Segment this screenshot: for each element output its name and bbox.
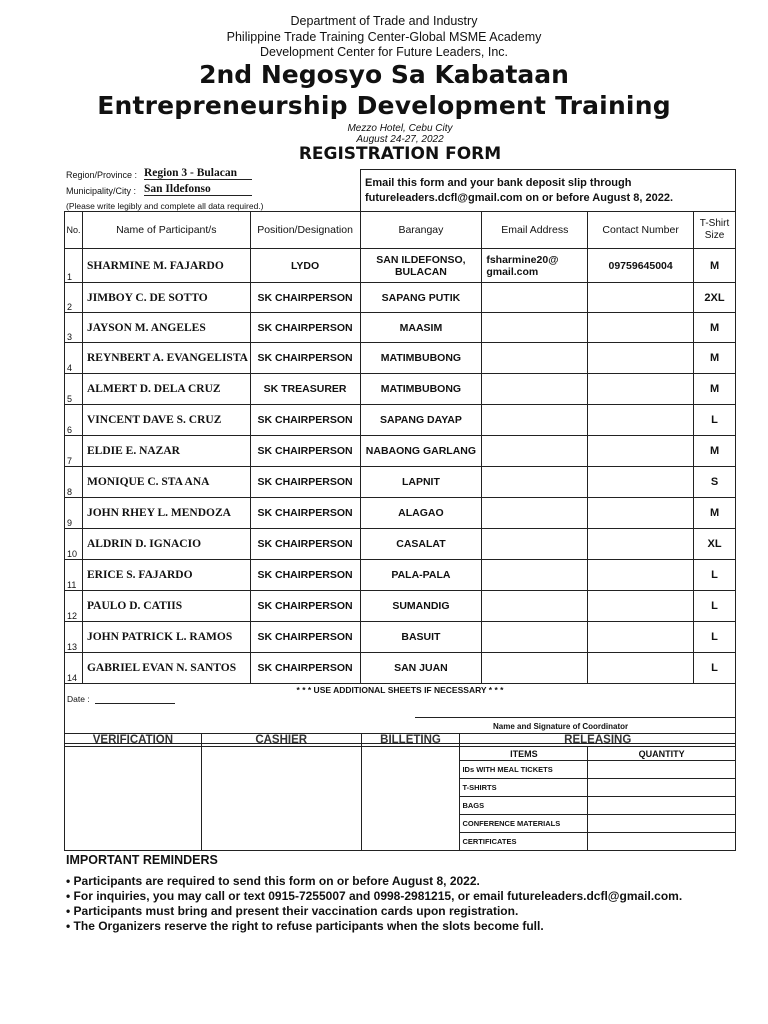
event-venue: Mezzo Hotel, Cebu City: [347, 123, 453, 134]
participant-tshirt-size[interactable]: M: [694, 374, 736, 405]
participant-tshirt-size[interactable]: L: [694, 622, 736, 653]
release-quantity-field[interactable]: [588, 833, 736, 851]
header-barangay: Barangay: [360, 212, 482, 249]
table-row: [65, 560, 736, 591]
email-instruction-box: [360, 169, 736, 212]
participant-email[interactable]: [482, 436, 588, 467]
participant-name[interactable]: ALDRIN D. IGNACIO: [82, 529, 250, 560]
participant-barangay[interactable]: ALAGAO: [360, 498, 482, 529]
signature-line[interactable]: [415, 717, 735, 718]
table-row: [65, 405, 736, 436]
row-number[interactable]: 5: [65, 374, 83, 405]
participant-name[interactable]: ERICE S. FAJARDO: [82, 560, 250, 591]
table-row: [65, 374, 736, 405]
region-label: Region/Province :: [66, 170, 138, 180]
participant-tshirt-size[interactable]: M: [694, 313, 736, 343]
table-row: [65, 653, 736, 684]
items-header: ITEMS: [460, 747, 588, 761]
participant-email[interactable]: [482, 343, 588, 374]
participant-contact[interactable]: [588, 283, 694, 313]
table-row: [65, 622, 736, 653]
row-number[interactable]: 6: [65, 405, 83, 436]
row-number[interactable]: 12: [65, 591, 83, 622]
participant-barangay[interactable]: MATIMBUBONG: [360, 374, 482, 405]
participants-rows: [65, 249, 736, 684]
city-label: Municipality/City :: [66, 186, 137, 196]
header-position: Position/Designation: [250, 212, 360, 249]
participant-barangay[interactable]: BASUIT: [360, 622, 482, 653]
reminder-item: • Participants are required to send this form on or before August 8, 2022.: [66, 874, 480, 888]
table-row: [65, 249, 736, 283]
release-item: CONFERENCE MATERIALS: [460, 815, 588, 833]
participant-contact[interactable]: [588, 436, 694, 467]
participant-contact[interactable]: [588, 498, 694, 529]
release-quantity-field[interactable]: [588, 797, 736, 815]
participant-barangay[interactable]: SAPANG DAYAP: [360, 405, 482, 436]
billeting-header: BILLETING: [361, 734, 460, 747]
participant-position[interactable]: SK CHAIRPERSON: [250, 283, 360, 313]
release-quantity-field[interactable]: [588, 761, 736, 779]
table-row: [65, 313, 736, 343]
table-row: [65, 529, 736, 560]
participant-name[interactable]: PAULO D. CATIIS: [82, 591, 250, 622]
participant-barangay[interactable]: SAN ILDEFONSO, BULACAN: [360, 249, 482, 283]
participant-position[interactable]: SK CHAIRPERSON: [250, 622, 360, 653]
participant-tshirt-size[interactable]: 2XL: [694, 283, 736, 313]
signature-label: Name and Signature of Coordinator: [493, 722, 629, 731]
participant-position[interactable]: SK CHAIRPERSON: [250, 405, 360, 436]
participant-name[interactable]: SHARMINE M. FAJARDO: [82, 249, 250, 283]
participant-position[interactable]: SK TREASURER: [250, 374, 360, 405]
reminder-item: • For inquiries, you may call or text 0915-7255007 and 0998-2981215, or email futureleaders.dcfl@gmail.com.: [66, 889, 683, 903]
table-header-row: [65, 212, 736, 249]
participant-tshirt-size[interactable]: XL: [694, 529, 736, 560]
participant-barangay[interactable]: MAASIM: [360, 313, 482, 343]
quantity-header: QUANTITY: [588, 747, 736, 761]
participant-name[interactable]: REYNBERT A. EVANGELISTA: [82, 343, 250, 374]
header-tshirt-size: T-Shirt Size: [694, 212, 736, 249]
form-title: REGISTRATION FORM: [298, 144, 502, 164]
participant-email[interactable]: [482, 591, 588, 622]
table-row: [65, 467, 736, 498]
participant-contact[interactable]: [588, 560, 694, 591]
participant-email[interactable]: [482, 560, 588, 591]
participant-email[interactable]: fsharmine20@ gmail.com: [482, 249, 588, 283]
event-title-line-2: Entrepreneurship Development Training: [97, 91, 671, 120]
participant-position[interactable]: SK CHAIRPERSON: [250, 498, 360, 529]
organization-line-2: Philippine Trade Training Center-Global MSME Academy: [226, 30, 542, 44]
participant-email[interactable]: [482, 529, 588, 560]
participant-contact[interactable]: [588, 313, 694, 343]
participant-contact[interactable]: 09759645004: [588, 249, 694, 283]
participant-position[interactable]: SK CHAIRPERSON: [250, 467, 360, 498]
additional-sheets-note: * * * USE ADDITIONAL SHEETS IF NECESSARY * * *: [296, 685, 504, 695]
row-number[interactable]: 7: [65, 436, 83, 467]
date-field[interactable]: [95, 703, 175, 704]
reminder-item: • Participants must bring and present their vaccination cards upon registration.: [66, 904, 519, 918]
event-dates: August 24-27, 2022: [356, 134, 444, 145]
participant-barangay[interactable]: SAN JUAN: [360, 653, 482, 684]
cashier-header: CASHIER: [201, 734, 361, 747]
row-number[interactable]: 3: [65, 313, 83, 343]
participant-email[interactable]: [482, 467, 588, 498]
participant-contact[interactable]: [588, 343, 694, 374]
email-instruction-line-1: Email this form and your bank deposit slip through: [365, 177, 632, 189]
participant-email[interactable]: [482, 374, 588, 405]
participant-position[interactable]: SK CHAIRPERSON: [250, 529, 360, 560]
participant-name[interactable]: JAYSON M. ANGELES: [82, 313, 250, 343]
table-row: [65, 343, 736, 374]
participant-position[interactable]: SK CHAIRPERSON: [250, 436, 360, 467]
row-number[interactable]: 13: [65, 622, 83, 653]
participant-tshirt-size[interactable]: M: [694, 249, 736, 283]
participant-contact[interactable]: [588, 622, 694, 653]
participant-tshirt-size[interactable]: L: [694, 653, 736, 684]
releasing-header: RELEASING: [460, 734, 736, 747]
participant-email[interactable]: [482, 622, 588, 653]
participant-barangay[interactable]: CASALAT: [360, 529, 482, 560]
release-item: BAGS: [460, 797, 588, 815]
row-number[interactable]: 9: [65, 498, 83, 529]
participant-barangay[interactable]: PALA-PALA: [360, 560, 482, 591]
release-quantity-field[interactable]: [588, 779, 736, 797]
header-email: Email Address: [482, 212, 588, 249]
participant-contact[interactable]: [588, 529, 694, 560]
participant-position[interactable]: SK CHAIRPERSON: [250, 343, 360, 374]
header-name: Name of Participant/s: [82, 212, 250, 249]
cashier-box[interactable]: [201, 747, 361, 851]
table-row: [65, 498, 736, 529]
release-quantity-field[interactable]: [588, 815, 736, 833]
header-contact: Contact Number: [588, 212, 694, 249]
participant-position[interactable]: SK CHAIRPERSON: [250, 313, 360, 343]
participant-email[interactable]: [482, 313, 588, 343]
participant-barangay[interactable]: LAPNIT: [360, 467, 482, 498]
participant-name[interactable]: JIMBOY C. DE SOTTO: [82, 283, 250, 313]
verification-box[interactable]: [65, 747, 202, 851]
reminder-item: • The Organizers reserve the right to refuse participants when the slots become full.: [66, 919, 544, 933]
participant-tshirt-size[interactable]: S: [694, 467, 736, 498]
participant-contact[interactable]: [588, 374, 694, 405]
participant-position[interactable]: SK CHAIRPERSON: [250, 591, 360, 622]
participant-name[interactable]: GABRIEL EVAN N. SANTOS: [82, 653, 250, 684]
participant-contact[interactable]: [588, 405, 694, 436]
table-row: [65, 436, 736, 467]
email-instruction-line-2: futureleaders.dcfl@gmail.com on or before August 8, 2022.: [365, 192, 673, 204]
participant-position[interactable]: LYDO: [250, 249, 360, 283]
participant-tshirt-size[interactable]: L: [694, 560, 736, 591]
participant-tshirt-size[interactable]: M: [694, 498, 736, 529]
release-item: IDs WITH MEAL TICKETS: [460, 761, 588, 779]
billeting-box[interactable]: [361, 747, 460, 851]
verification-header: VERIFICATION: [65, 734, 202, 747]
participant-tshirt-size[interactable]: M: [694, 436, 736, 467]
row-number[interactable]: 2: [65, 283, 83, 313]
row-number[interactable]: 8: [65, 467, 83, 498]
row-number[interactable]: 10: [65, 529, 83, 560]
release-item: T-SHIRTS: [460, 779, 588, 797]
organization-line-3: Development Center for Future Leaders, Inc.: [259, 45, 509, 59]
organization-line-1: Department of Trade and Industry: [290, 14, 478, 28]
participant-email[interactable]: [482, 498, 588, 529]
participant-name[interactable]: JOHN PATRICK L. RAMOS: [82, 622, 250, 653]
participant-tshirt-size[interactable]: M: [694, 343, 736, 374]
participant-email[interactable]: [482, 653, 588, 684]
participant-name[interactable]: VINCENT DAVE S. CRUZ: [82, 405, 250, 436]
participant-tshirt-size[interactable]: L: [694, 591, 736, 622]
city-value[interactable]: San Ildefonso: [144, 183, 252, 196]
participant-barangay[interactable]: NABAONG GARLANG: [360, 436, 482, 467]
region-value[interactable]: Region 3 - Bulacan: [144, 167, 252, 180]
participant-name[interactable]: ELDIE E. NAZAR: [82, 436, 250, 467]
table-row: [65, 591, 736, 622]
table-row: [65, 283, 736, 313]
participant-contact[interactable]: [588, 467, 694, 498]
participant-name[interactable]: MONIQUE C. STA ANA: [82, 467, 250, 498]
participant-barangay[interactable]: SAPANG PUTIK: [360, 283, 482, 313]
participant-contact[interactable]: [588, 653, 694, 684]
processing-table: [64, 733, 736, 851]
participant-name[interactable]: ALMERT D. DELA CRUZ: [82, 374, 250, 405]
participant-position[interactable]: SK CHAIRPERSON: [250, 653, 360, 684]
row-number[interactable]: 4: [65, 343, 83, 374]
row-number[interactable]: 11: [65, 560, 83, 591]
participant-barangay[interactable]: SUMANDIG: [360, 591, 482, 622]
legibility-note: (Please write legibly and complete all data required.): [66, 201, 264, 211]
participant-email[interactable]: [482, 405, 588, 436]
participants-table: [64, 211, 736, 744]
header-no: No.: [65, 212, 83, 249]
release-item: CERTIFICATES: [460, 833, 588, 851]
row-number[interactable]: 14: [65, 653, 83, 684]
participant-position[interactable]: SK CHAIRPERSON: [250, 560, 360, 591]
reminders-title: IMPORTANT REMINDERS: [66, 853, 218, 867]
row-number[interactable]: 1: [65, 249, 83, 283]
participant-tshirt-size[interactable]: L: [694, 405, 736, 436]
participant-name[interactable]: JOHN RHEY L. MENDOZA: [82, 498, 250, 529]
event-title-line-1: 2nd Negosyo Sa Kabataan: [199, 60, 569, 89]
participant-contact[interactable]: [588, 591, 694, 622]
participant-barangay[interactable]: MATIMBUBONG: [360, 343, 482, 374]
date-label: Date :: [67, 694, 90, 704]
participant-email[interactable]: [482, 283, 588, 313]
